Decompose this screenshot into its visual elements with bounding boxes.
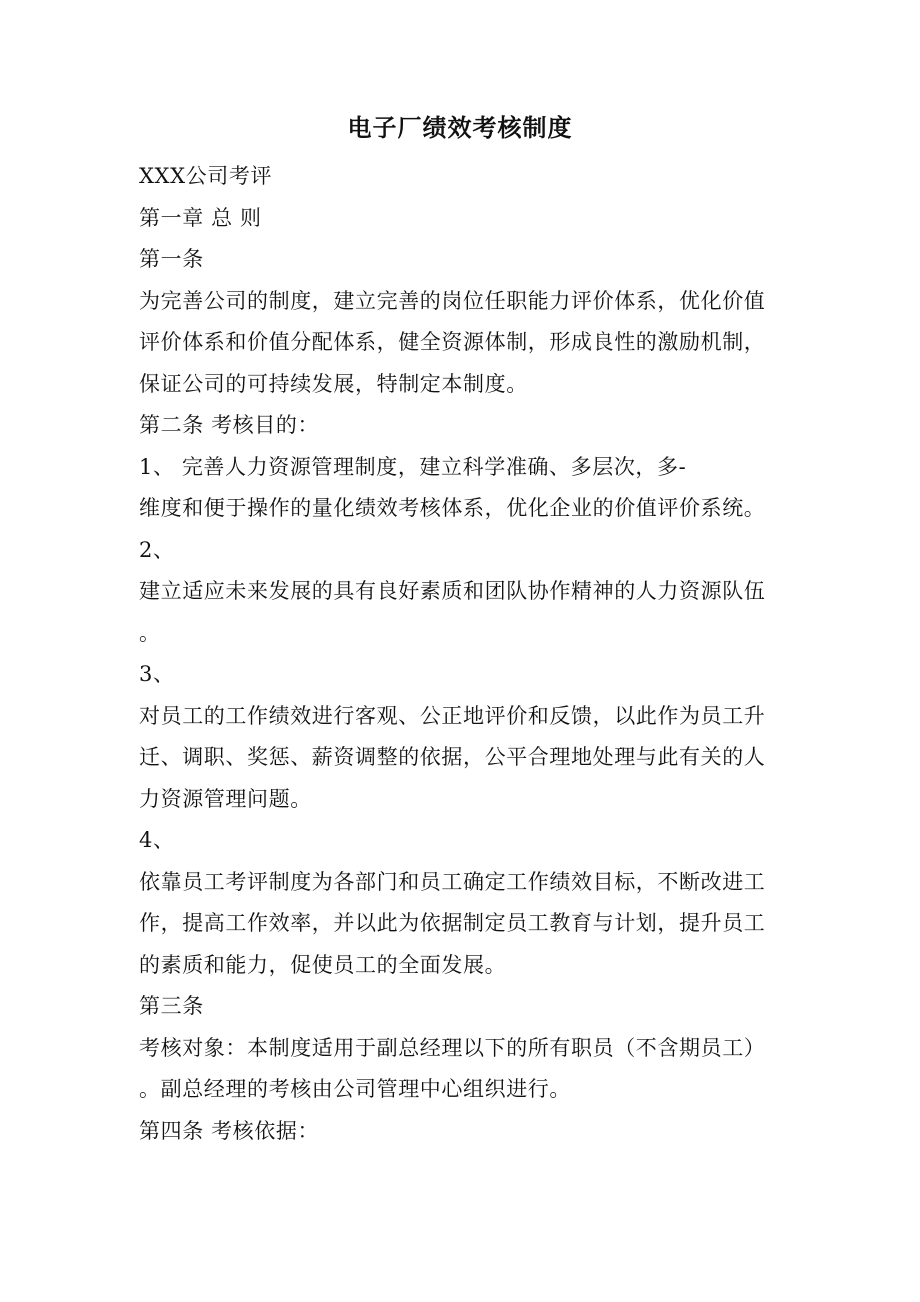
article-1-line: 评价体系和价值分配体系，健全资源体制，形成良性的激励机制， [139,330,766,354]
article-4-heading: 第四条 考核依据： [139,1118,320,1143]
article-2-heading: 第二条 考核目的： [139,413,320,437]
item-3-line: 力资源管理问题。 [139,786,312,811]
item-3-text [139,696,779,821]
item-2-number: 2、 [139,537,175,562]
item-3-line: 对员工的工作绩效进行客观、公正地评价和反馈，以此作为员工升 [139,703,766,728]
item-4-line: 的素质和能力，促使员工的全面发展。 [139,952,507,977]
item-4-text [139,862,779,987]
article-3-line: 。副总经理的考核由公司管理中心组织进行。 [139,1077,571,1101]
item-4-number: 4、 [139,828,175,852]
item-1-line: 1、 完善人力资源管理制度，建立科学准确、多层次，多- [139,454,687,479]
item-3-line: 迁、调职、奖惩、薪资调整的依据，公平合理地处理与此有关的人 [139,745,766,769]
item-4-line: 作，提高工作效率，并以此为依据制定员工教育与计划，提升员工 [139,911,766,935]
document-body [139,156,779,1152]
article-3-line: 考核对象：本制度适用于副总经理以下的所有职员（不含期员工） [139,1035,766,1060]
article-1-heading: 第一条 [139,247,204,271]
article-1-line: 保证公司的可持续发展，特制定本制度。 [139,371,528,396]
document-title: 电子厂绩效考核制度 [347,114,573,142]
article-3-heading: 第三条 [139,994,204,1018]
article-3-text [139,1028,779,1111]
item-2-text [139,571,779,654]
chapter-heading: 第一章 总 则 [139,205,262,230]
article-1-text [139,281,779,406]
item-1-line: 维度和便于操作的量化绩效考核体系，优化企业的价值评价系统。 [139,496,766,520]
item-1-text [139,447,779,530]
company-line: XXX公司考评 [139,164,273,188]
item-2-line: 。 [139,620,161,645]
article-1-line: 为完善公司的制度，建立完善的岗位任职能力评价体系，优化价值 [139,288,766,313]
item-4-line: 依靠员工考评制度为各部门和员工确定工作绩效目标，不断改进工 [139,869,766,894]
item-3-number: 3、 [139,662,175,686]
item-2-line: 建立适应未来发展的具有良好素质和团队协作精神的人力资源队伍 [139,579,766,603]
